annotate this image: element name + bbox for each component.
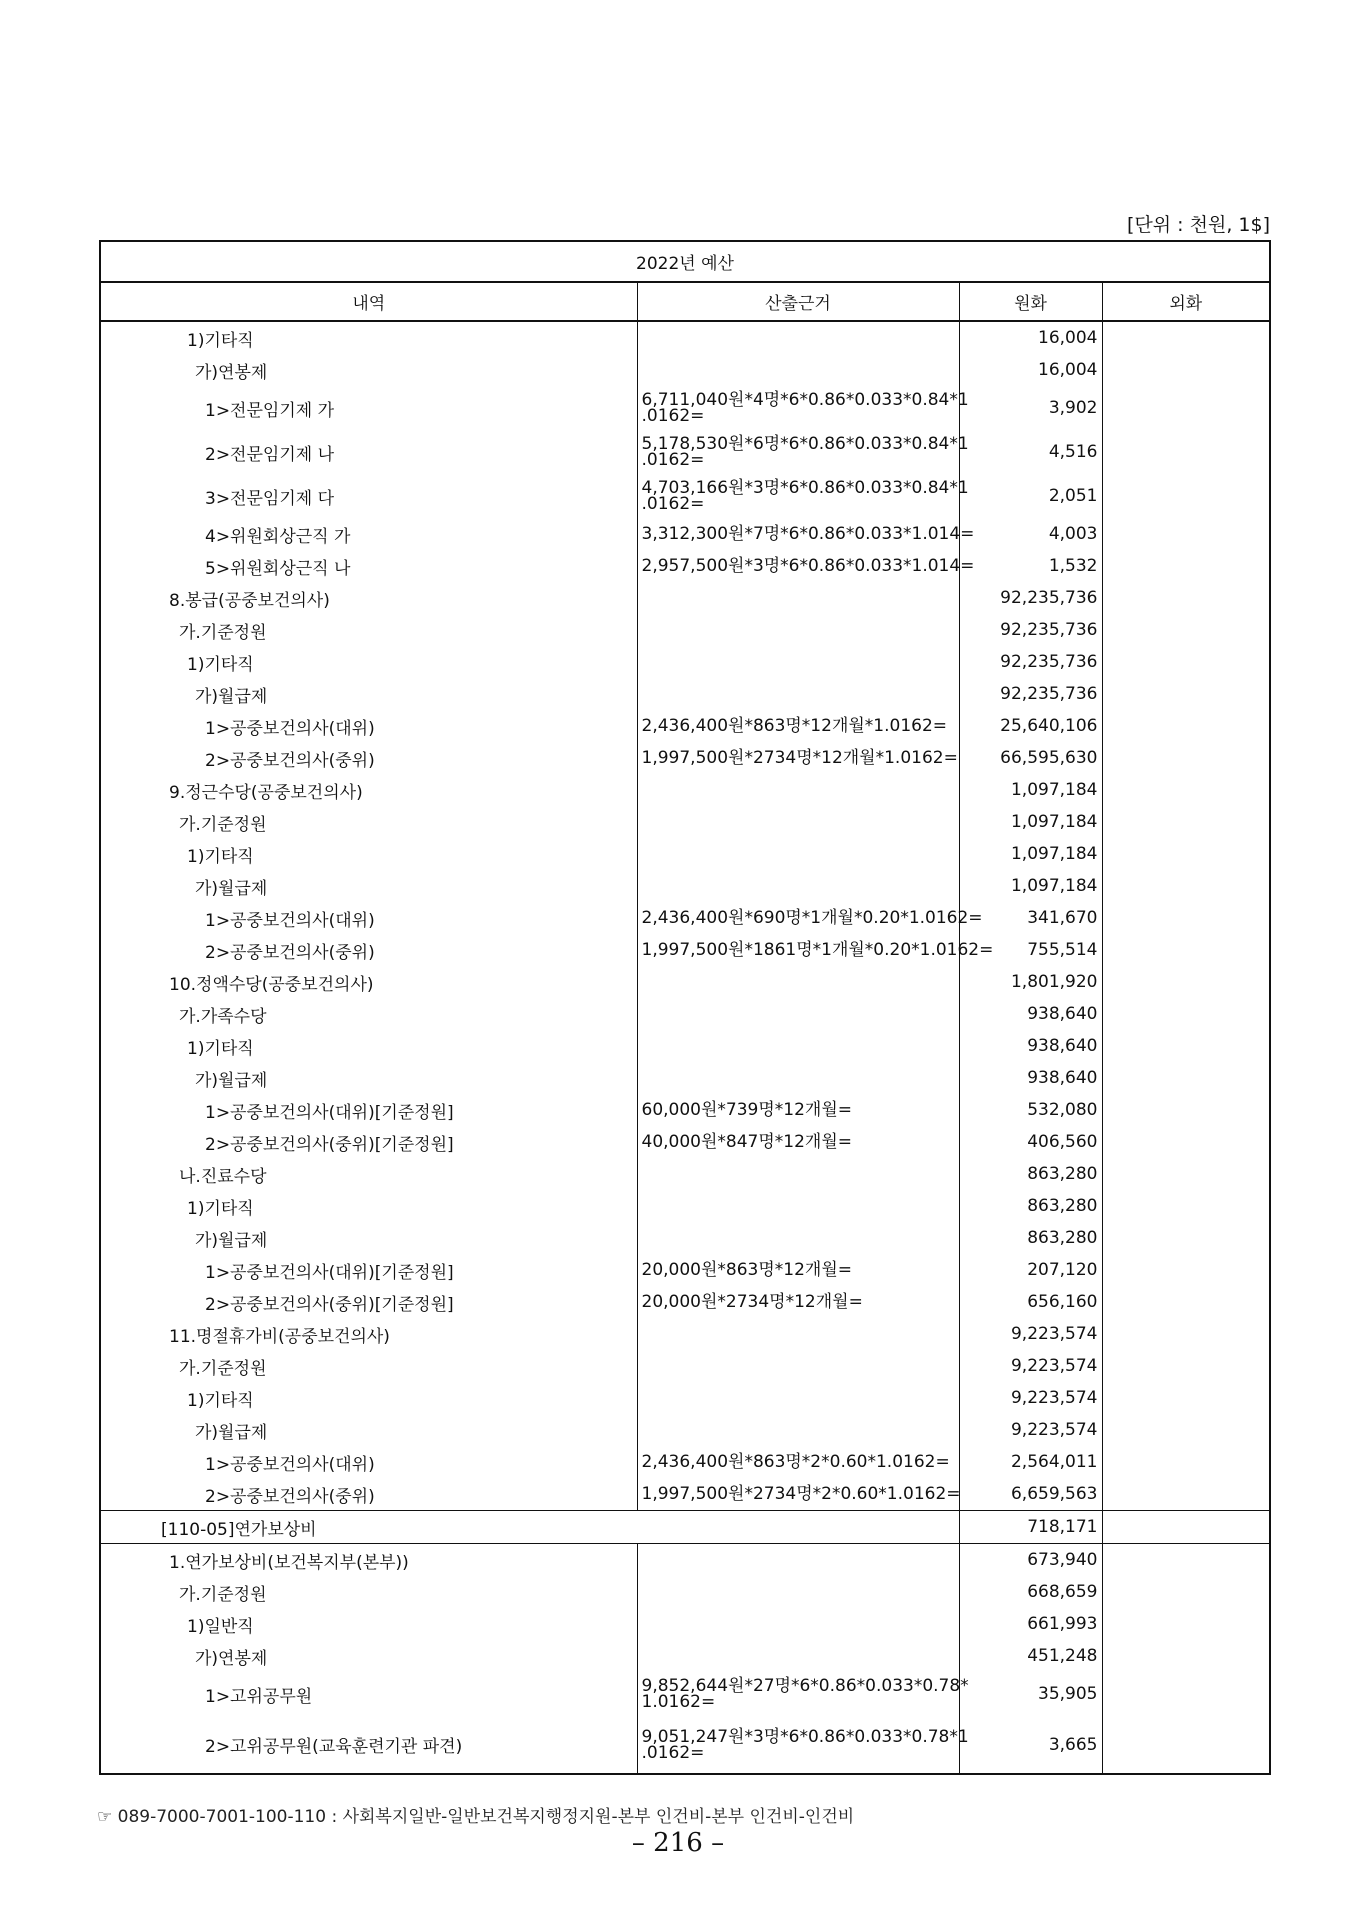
row-won: 863,280 — [959, 1158, 1102, 1190]
row-won: 25,640,106 — [959, 710, 1102, 742]
row-foreign — [1102, 354, 1270, 386]
row-basis: 1,997,500원*1861명*1개월*0.20*1.0162= — [637, 934, 959, 966]
row-item: 2>공중보건의사(중위)[기준정원] — [100, 1286, 637, 1318]
row-basis — [637, 1414, 959, 1446]
table-row — [100, 1414, 1270, 1446]
table-row — [100, 474, 1270, 518]
table-row — [100, 1190, 1270, 1222]
row-won: 35,905 — [959, 1672, 1102, 1716]
row-foreign — [1102, 710, 1270, 742]
row-foreign — [1102, 806, 1270, 838]
row-won: 341,670 — [959, 902, 1102, 934]
row-foreign — [1102, 1672, 1270, 1716]
row-basis — [637, 582, 959, 614]
row-won: 1,097,184 — [959, 838, 1102, 870]
row-won: 6,659,563 — [959, 1478, 1102, 1511]
row-item: 1)기타직 — [100, 1190, 637, 1222]
row-item: 2>공중보건의사(중위) — [100, 1478, 637, 1511]
row-foreign — [1102, 1190, 1270, 1222]
table-row — [100, 1350, 1270, 1382]
table-row — [100, 966, 1270, 998]
row-item: 가)월급제 — [100, 1222, 637, 1254]
row-won: 207,120 — [959, 1254, 1102, 1286]
table-row — [100, 1382, 1270, 1414]
row-won: 92,235,736 — [959, 646, 1102, 678]
row-item: 5>위원회상근직 나 — [100, 550, 637, 582]
row-item: 나.진료수당 — [100, 1158, 637, 1190]
row-item: 1)기타직 — [100, 838, 637, 870]
row-foreign — [1102, 998, 1270, 1030]
row-won: 16,004 — [959, 321, 1102, 354]
table-row — [100, 1446, 1270, 1478]
row-foreign — [1102, 582, 1270, 614]
row-won: 1,801,920 — [959, 966, 1102, 998]
row-item: 1>공중보건의사(대위)[기준정원] — [100, 1254, 637, 1286]
row-foreign — [1102, 1030, 1270, 1062]
footer-note: ☞ 089-7000-7001-100-110 : 사회복지일반-일반보건복지행정지원-본부 인건비-본부 인건비-인건비 — [97, 1807, 855, 1827]
table-row — [100, 582, 1270, 614]
table-row — [100, 646, 1270, 678]
row-won: 66,595,630 — [959, 742, 1102, 774]
row-foreign — [1102, 550, 1270, 582]
row-foreign — [1102, 934, 1270, 966]
row-foreign — [1102, 1511, 1270, 1544]
row-item: 가.기준정원 — [100, 1350, 637, 1382]
row-won: 92,235,736 — [959, 614, 1102, 646]
table-row — [100, 1478, 1270, 1511]
table-row — [100, 1716, 1270, 1774]
row-won: 863,280 — [959, 1222, 1102, 1254]
row-foreign — [1102, 1286, 1270, 1318]
row-basis: 40,000원*847명*12개월= — [637, 1126, 959, 1158]
row-basis — [637, 1350, 959, 1382]
row-won: 3,902 — [959, 386, 1102, 430]
row-won: 2,564,011 — [959, 1446, 1102, 1478]
row-basis: 60,000원*739명*12개월= — [637, 1094, 959, 1126]
row-item: 1)기타직 — [100, 1382, 637, 1414]
row-foreign — [1102, 774, 1270, 806]
table-row — [100, 1576, 1270, 1608]
row-foreign — [1102, 1350, 1270, 1382]
row-item: 2>공중보건의사(중위) — [100, 742, 637, 774]
table-row — [100, 1608, 1270, 1640]
row-won: 661,993 — [959, 1608, 1102, 1640]
row-foreign — [1102, 1318, 1270, 1350]
row-foreign — [1102, 1382, 1270, 1414]
table-row — [100, 354, 1270, 386]
row-won: 938,640 — [959, 998, 1102, 1030]
row-basis: 6,711,040원*4명*6*0.86*0.033*0.84*1 .0162= — [637, 386, 959, 430]
row-won: 9,223,574 — [959, 1350, 1102, 1382]
row-won: 532,080 — [959, 1094, 1102, 1126]
row-item: 가.기준정원 — [100, 806, 637, 838]
row-item: 1.연가보상비(보건복지부(본부)) — [100, 1544, 637, 1577]
row-item: 가)월급제 — [100, 678, 637, 710]
row-basis: 20,000원*863명*12개월= — [637, 1254, 959, 1286]
row-foreign — [1102, 678, 1270, 710]
table-row — [100, 870, 1270, 902]
row-foreign — [1102, 1158, 1270, 1190]
row-won: 938,640 — [959, 1030, 1102, 1062]
row-basis: 2,957,500원*3명*6*0.86*0.033*1.014= — [637, 550, 959, 582]
row-basis — [637, 1190, 959, 1222]
row-basis: 1,997,500원*2734명*12개월*1.0162= — [637, 742, 959, 774]
row-foreign — [1102, 870, 1270, 902]
row-basis: 2,436,400원*863명*2*0.60*1.0162= — [637, 1446, 959, 1478]
row-foreign — [1102, 1094, 1270, 1126]
row-basis: 1,997,500원*2734명*2*0.60*1.0162= — [637, 1478, 959, 1511]
row-item: 1)기타직 — [100, 646, 637, 678]
row-item: 가.기준정원 — [100, 1576, 637, 1608]
row-item: [110-05]연가보상비 — [100, 1511, 959, 1544]
row-basis: 20,000원*2734명*12개월= — [637, 1286, 959, 1318]
row-item: 1)기타직 — [100, 321, 637, 354]
row-won: 668,659 — [959, 1576, 1102, 1608]
row-basis — [637, 1576, 959, 1608]
row-foreign — [1102, 518, 1270, 550]
table-row — [100, 742, 1270, 774]
row-won: 3,665 — [959, 1716, 1102, 1774]
row-item: 1>공중보건의사(대위)[기준정원] — [100, 1094, 637, 1126]
row-won: 92,235,736 — [959, 582, 1102, 614]
table-row — [100, 518, 1270, 550]
row-basis: 4,703,166원*3명*6*0.86*0.033*0.84*1 .0162= — [637, 474, 959, 518]
row-foreign — [1102, 430, 1270, 474]
row-foreign — [1102, 1640, 1270, 1672]
year-header: 2022년 예산 — [100, 241, 1270, 282]
row-basis: 2,436,400원*863명*12개월*1.0162= — [637, 710, 959, 742]
row-won: 16,004 — [959, 354, 1102, 386]
row-item: 1)기타직 — [100, 1030, 637, 1062]
row-item: 가)월급제 — [100, 1062, 637, 1094]
row-item: 가)연봉제 — [100, 354, 637, 386]
row-basis — [637, 1640, 959, 1672]
row-item: 가.가족수당 — [100, 998, 637, 1030]
row-foreign — [1102, 1608, 1270, 1640]
table-row — [100, 1030, 1270, 1062]
row-item: 가)연봉제 — [100, 1640, 637, 1672]
table-row — [100, 1062, 1270, 1094]
row-item: 1>공중보건의사(대위) — [100, 710, 637, 742]
row-basis — [637, 774, 959, 806]
row-item: 8.봉급(공중보건의사) — [100, 582, 637, 614]
row-basis — [637, 1222, 959, 1254]
row-won: 4,003 — [959, 518, 1102, 550]
row-foreign — [1102, 1222, 1270, 1254]
row-item: 가.기준정원 — [100, 614, 637, 646]
row-basis — [637, 1062, 959, 1094]
row-foreign — [1102, 321, 1270, 354]
table-row — [100, 678, 1270, 710]
row-foreign — [1102, 742, 1270, 774]
row-item: 1>공중보건의사(대위) — [100, 1446, 637, 1478]
row-foreign — [1102, 1126, 1270, 1158]
table-body — [100, 321, 1270, 1774]
row-foreign — [1102, 838, 1270, 870]
row-won: 718,171 — [959, 1511, 1102, 1544]
row-item: 2>공중보건의사(중위) — [100, 934, 637, 966]
column-header-foreign: 외화 — [1102, 282, 1270, 321]
row-basis — [637, 354, 959, 386]
row-basis — [637, 1544, 959, 1577]
table-row — [100, 386, 1270, 430]
row-won: 2,051 — [959, 474, 1102, 518]
row-won: 673,940 — [959, 1544, 1102, 1577]
row-won: 1,097,184 — [959, 774, 1102, 806]
row-won: 755,514 — [959, 934, 1102, 966]
row-foreign — [1102, 614, 1270, 646]
row-item: 2>공중보건의사(중위)[기준정원] — [100, 1126, 637, 1158]
table-row — [100, 838, 1270, 870]
row-foreign — [1102, 1062, 1270, 1094]
row-won: 92,235,736 — [959, 678, 1102, 710]
row-won: 9,223,574 — [959, 1318, 1102, 1350]
row-won: 1,532 — [959, 550, 1102, 582]
table-row — [100, 902, 1270, 934]
row-won: 656,160 — [959, 1286, 1102, 1318]
row-won: 451,248 — [959, 1640, 1102, 1672]
table-row — [100, 321, 1270, 354]
page-number: – 216 – — [631, 1828, 725, 1858]
row-basis — [637, 1382, 959, 1414]
unit-label: [단위 : 천원, 1$] — [1127, 214, 1270, 236]
row-item: 1)일반직 — [100, 1608, 637, 1640]
table-row — [100, 806, 1270, 838]
table-row — [100, 1254, 1270, 1286]
table-row — [100, 430, 1270, 474]
row-foreign — [1102, 474, 1270, 518]
table-row — [100, 1094, 1270, 1126]
table-row — [100, 710, 1270, 742]
row-basis: 2,436,400원*690명*1개월*0.20*1.0162= — [637, 902, 959, 934]
row-basis — [637, 646, 959, 678]
row-item: 3>전문임기제 다 — [100, 474, 637, 518]
table-row — [100, 1126, 1270, 1158]
row-foreign — [1102, 1544, 1270, 1577]
row-foreign — [1102, 1254, 1270, 1286]
row-item: 2>고위공무원(교육훈련기관 파견) — [100, 1716, 637, 1774]
row-foreign — [1102, 1478, 1270, 1511]
row-basis: 9,852,644원*27명*6*0.86*0.033*0.78* 1.0162= — [637, 1672, 959, 1716]
row-won: 938,640 — [959, 1062, 1102, 1094]
row-foreign — [1102, 646, 1270, 678]
row-item: 1>전문임기제 가 — [100, 386, 637, 430]
row-basis: 3,312,300원*7명*6*0.86*0.033*1.014= — [637, 518, 959, 550]
row-foreign — [1102, 386, 1270, 430]
row-foreign — [1102, 1414, 1270, 1446]
row-won: 4,516 — [959, 430, 1102, 474]
row-won: 863,280 — [959, 1190, 1102, 1222]
row-basis: 5,178,530원*6명*6*0.86*0.033*0.84*1 .0162= — [637, 430, 959, 474]
row-foreign — [1102, 1716, 1270, 1774]
row-won: 1,097,184 — [959, 870, 1102, 902]
row-basis — [637, 321, 959, 354]
row-basis — [637, 966, 959, 998]
row-item: 4>위원회상근직 가 — [100, 518, 637, 550]
table-row — [100, 934, 1270, 966]
row-basis — [637, 1318, 959, 1350]
column-header-item: 내역 — [100, 282, 637, 321]
column-header-won: 원화 — [959, 282, 1102, 321]
row-foreign — [1102, 966, 1270, 998]
table-row — [100, 998, 1270, 1030]
row-item: 9.정근수당(공중보건의사) — [100, 774, 637, 806]
row-item: 가)월급제 — [100, 870, 637, 902]
row-basis — [637, 1158, 959, 1190]
row-won: 406,560 — [959, 1126, 1102, 1158]
row-foreign — [1102, 1446, 1270, 1478]
row-item: 1>공중보건의사(대위) — [100, 902, 637, 934]
budget-table — [99, 240, 1271, 1775]
table-row — [100, 1511, 1270, 1544]
row-item: 가)월급제 — [100, 1414, 637, 1446]
table-row — [100, 614, 1270, 646]
row-basis — [637, 998, 959, 1030]
table-row — [100, 1318, 1270, 1350]
row-foreign — [1102, 902, 1270, 934]
table-row — [100, 1544, 1270, 1577]
table-row — [100, 1222, 1270, 1254]
row-basis — [637, 1030, 959, 1062]
row-basis — [637, 838, 959, 870]
row-foreign — [1102, 1576, 1270, 1608]
row-item: 1>고위공무원 — [100, 1672, 637, 1716]
row-won: 1,097,184 — [959, 806, 1102, 838]
table-row — [100, 774, 1270, 806]
table-row — [100, 1672, 1270, 1716]
row-item: 10.정액수당(공중보건의사) — [100, 966, 637, 998]
row-item: 2>전문임기제 나 — [100, 430, 637, 474]
row-won: 9,223,574 — [959, 1382, 1102, 1414]
table-row — [100, 1158, 1270, 1190]
row-basis — [637, 1608, 959, 1640]
row-basis — [637, 870, 959, 902]
table-row — [100, 1286, 1270, 1318]
table-row — [100, 1640, 1270, 1672]
row-basis — [637, 806, 959, 838]
row-basis — [637, 614, 959, 646]
row-basis: 9,051,247원*3명*6*0.86*0.033*0.78*1 .0162= — [637, 1716, 959, 1774]
row-item: 11.명절휴가비(공중보건의사) — [100, 1318, 637, 1350]
table-row — [100, 550, 1270, 582]
row-basis — [637, 678, 959, 710]
column-header-basis: 산출근거 — [637, 282, 959, 321]
row-won: 9,223,574 — [959, 1414, 1102, 1446]
